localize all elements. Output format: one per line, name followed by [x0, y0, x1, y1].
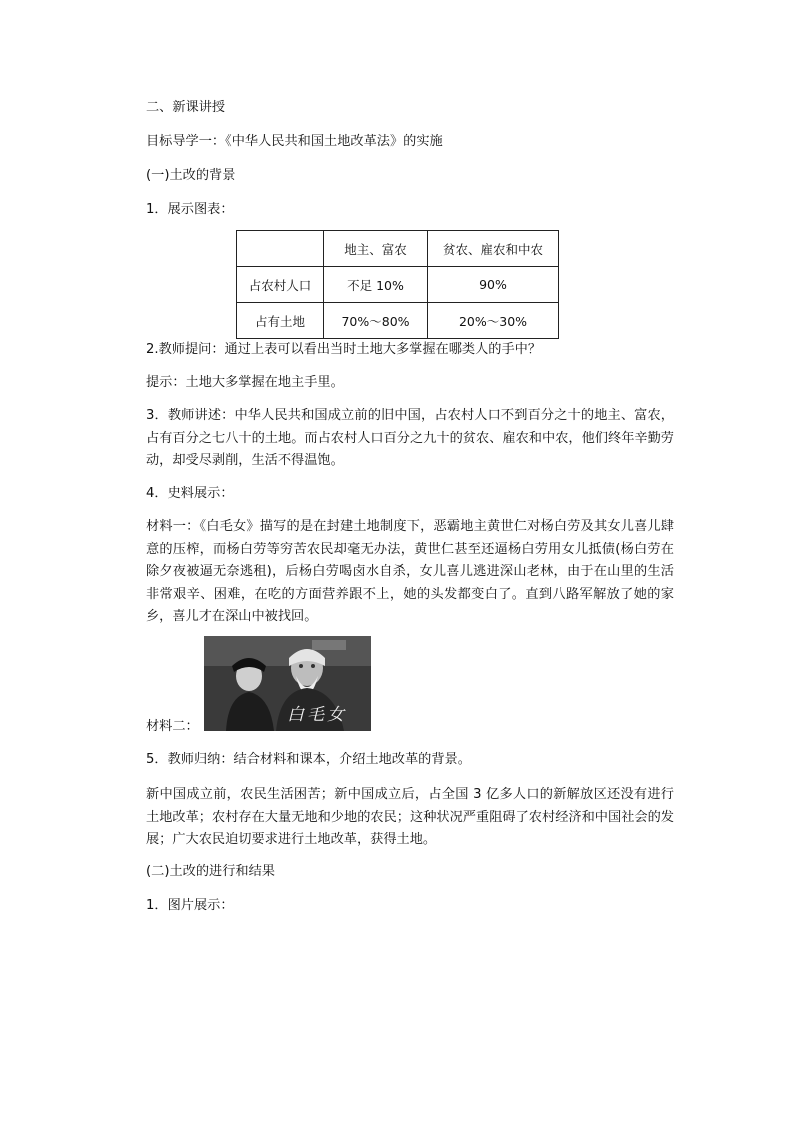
hint: 提示：土地大多掌握在地主手里。: [146, 375, 344, 390]
table-cell: 90%: [428, 267, 559, 303]
table-cell: 占有土地: [237, 303, 324, 339]
white-haired-girl-film-still: [204, 636, 371, 731]
table-cell: 20%～30%: [428, 303, 559, 339]
step-1-show-table: 1．展示图表：: [146, 202, 234, 217]
land-distribution-table: [236, 230, 559, 339]
section-title: 二、新课讲授: [146, 100, 226, 115]
step-5-summary: 5．教师归纳：结合材料和课本，介绍土地改革的背景。: [146, 752, 471, 767]
step-2-question: 2.教师提问：通过上表可以看出当时土地大多掌握在哪类人的手中？: [146, 342, 542, 357]
film-title-overlay: 白毛女: [287, 705, 347, 725]
sub-heading-progress: (二)土改的进行和结果: [146, 864, 275, 879]
table-header-cell: [237, 231, 324, 267]
table-header-cell: 地主、富农: [324, 231, 428, 267]
table-row: [237, 303, 559, 339]
background-summary: 新中国成立前，农民生活困苦；新中国成立后，占全国 3 亿多人口的新解放区还没有进行土地改革；农村存在大量无地和少地的农民；这种状况严重阻碍了农村经济和中国社会的发展；广大农民迫切要求进行土地改革，获得土地。: [146, 787, 674, 847]
material-2-label: 材料二：: [146, 719, 199, 734]
step-3-narration: 3．教师讲述：中华人民共和国成立前的旧中国，占农村人口不到百分之十的地主、富农，占有百分之七八十的土地。而占农村人口百分之九十的贫农、雇农和中农，他们终年辛勤劳动，却受尽剥削，生活不得温饱。: [146, 408, 674, 468]
material-1: 材料一：《白毛女》描写的是在封建土地制度下，恶霸地主黄世仁对杨白劳及其女儿喜儿肆意的压榨，而杨白劳等穷苦农民却毫无办法，黄世仁甚至还逼杨白劳用女儿抵债(杨白劳在除夕夜被逼无奈逃租)，后杨白劳喝卤水自杀，女儿喜儿逃进深山老林，由于在山里的生活非常艰辛、困难，在吃的方面营养跟不上，她的头发都变白了。直到八路军解放了她的家乡，喜儿才在深山中被找回。: [146, 519, 674, 624]
table-cell: 不足 10%: [324, 267, 428, 303]
table-cell: 占农村人口: [237, 267, 324, 303]
table-cell: 70%～80%: [324, 303, 428, 339]
table-row: [237, 267, 559, 303]
table-header-row: [237, 231, 559, 267]
sub-heading-background: (一)土改的背景: [146, 168, 236, 183]
step-1-show-pictures: 1．图片展示：: [146, 898, 234, 913]
table-header-cell: 贫农、雇农和中农: [428, 231, 559, 267]
goal-line: 目标导学一：《中华人民共和国土地改革法》的实施: [146, 134, 443, 149]
step-4-materials: 4．史料展示：: [146, 486, 234, 501]
